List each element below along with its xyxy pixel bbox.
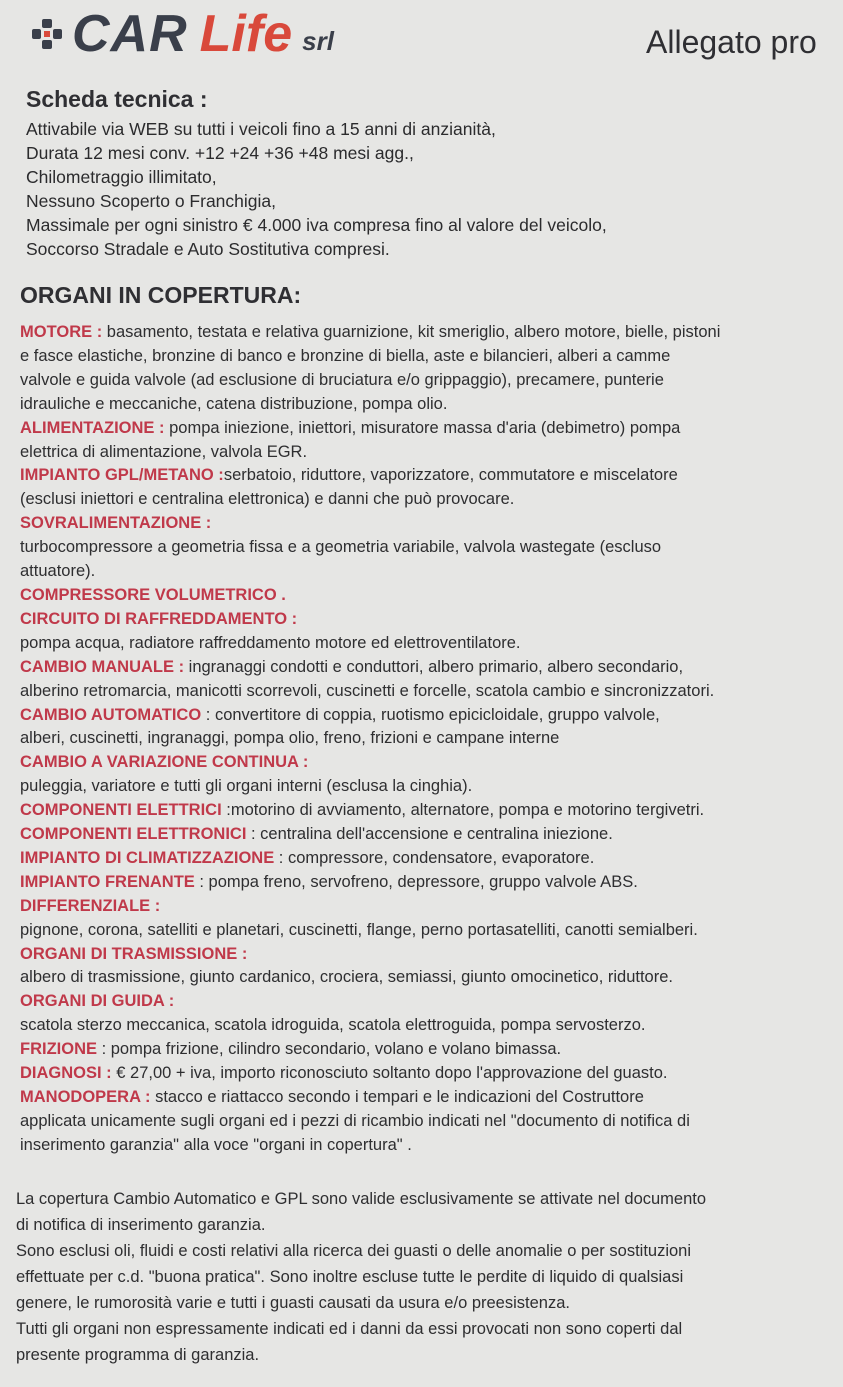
coverage-line (20, 584, 830, 608)
coverage-section (20, 282, 830, 1158)
coverage-line (20, 1062, 830, 1086)
coverage-item-text: applicata unicamente sugli organi ed i pezzi di ricambio indicati nel "documento di notifica di (20, 1111, 690, 1130)
technical-sheet-title: Scheda tecnica : (26, 86, 208, 112)
allegato-label: Allegato pro (646, 24, 817, 60)
coverage-item-title: ORGANI DI TRASMISSIONE : (20, 944, 248, 963)
coverage-item-text: elettrica di alimentazione, valvola EGR. (20, 442, 308, 461)
logo-life-text: Life (199, 5, 293, 63)
coverage-item-text: alberino retromarcia, manicotti scorrevoli, cuscinetti e forcelle, scatola cambio e sincronizzatori. (20, 681, 715, 700)
coverage-item-title: MOTORE : (20, 323, 103, 341)
spec-line: Durata 12 mesi conv. +12 +24 +36 +48 mesi agg., (26, 143, 414, 163)
spec-line: Massimale per ogni sinistro € 4.000 iva compresa fino al valore del veicolo, (26, 215, 607, 235)
coverage-line (20, 608, 830, 632)
coverage-line (20, 775, 830, 799)
coverage-line (20, 345, 830, 369)
coverage-item-title: FRIZIONE (20, 1040, 97, 1059)
coverage-item-text: scatola sterzo meccanica, scatola idroguida, scatola elettroguida, pompa servosterzo. (20, 1016, 646, 1035)
coverage-item-text: :motorino di avviamento, alternatore, pompa e motorino tergivetri. (221, 801, 705, 820)
coverage-line (20, 656, 830, 680)
coverage-line (20, 536, 830, 560)
coverage-item-text: idrauliche e meccaniche, catena distribuzione, pompa olio. (20, 394, 448, 413)
logo-cross-icon (30, 17, 64, 51)
coverage-line (20, 1134, 830, 1158)
coverage-item-title: COMPONENTI ELETTRONICI (20, 825, 247, 844)
coverage-line (20, 369, 830, 393)
coverage-item-text: albero di trasmissione, giunto cardanico, crociera, semiassi, giunto omocinetico, riduttore. (20, 968, 673, 987)
notes-section (16, 1186, 831, 1368)
coverage-item-text: pignone, corona, satelliti e planetari, cuscinetti, flange, perno portasatelliti, canotti semialberi. (20, 920, 698, 939)
coverage-item-text: ingranaggi condotti e conduttori, albero primario, albero secondario, (184, 657, 684, 676)
coverage-item-title: SOVRALIMENTAZIONE : (20, 514, 212, 533)
coverage-line (20, 1110, 830, 1134)
coverage-item-text: puleggia, variatore e tutti gli organi interni (esclusa la cinghia). (20, 777, 473, 796)
coverage-line (20, 871, 830, 895)
coverage-line (20, 321, 830, 345)
note-line: presente programma di garanzia. (16, 1346, 260, 1364)
coverage-item-text: pompa iniezione, iniettori, misuratore massa d'aria (debimetro) pompa (164, 418, 681, 437)
coverage-item-text: : pompa frizione, cilindro secondario, volano e volano bimassa. (97, 1040, 562, 1059)
coverage-line (20, 417, 830, 441)
coverage-line (20, 488, 830, 512)
coverage-line (20, 990, 830, 1014)
coverage-line (20, 464, 830, 488)
coverage-item-title: CIRCUITO DI RAFFREDDAMENTO : (20, 609, 298, 628)
coverage-item-text: : pompa freno, servofreno, depressore, gruppo valvole ABS. (194, 872, 638, 891)
coverage-line (20, 1038, 830, 1062)
logo-car-text: CAR (72, 5, 188, 63)
coverage-item-text: € 27,00 + iva, importo riconosciuto soltanto dopo l'approvazione del guasto. (111, 1064, 668, 1083)
coverage-item-title: COMPONENTI ELETTRICI (20, 801, 222, 820)
coverage-item-text: alberi, cuscinetti, ingranaggi, pompa olio, freno, frizioni e campane interne (20, 729, 560, 748)
car-life-logo (30, 4, 334, 64)
coverage-item-text: attuatore). (20, 562, 96, 581)
coverage-item-text: : centralina dell'accensione e centralina iniezione. (246, 825, 613, 844)
spec-line: Chilometraggio illimitato, (26, 167, 217, 187)
coverage-line (20, 1086, 830, 1110)
coverage-line (20, 966, 830, 990)
coverage-list (20, 321, 830, 1158)
coverage-item-text: basamento, testata e relativa guarnizione, kit smeriglio, albero motore, bielle, pistoni (102, 323, 721, 341)
coverage-line (20, 895, 830, 919)
spec-line: Attivabile via WEB su tutti i veicoli fino a 15 anni di anzianità, (26, 119, 496, 139)
coverage-item-title: MANODOPERA : (20, 1088, 151, 1106)
coverage-item-text: valvole e guida valvole (ad esclusione di bruciatura e/o grippaggio), precamere, punterie (20, 370, 664, 389)
coverage-item-text: (esclusi iniettori e centralina elettronica) e danni che può provocare. (20, 490, 515, 509)
coverage-line (20, 704, 830, 728)
coverage-line (20, 512, 830, 536)
coverage-line (20, 560, 830, 584)
coverage-line (20, 441, 830, 465)
coverage-item-title: DIFFERENZIALE : (20, 896, 161, 915)
coverage-item-text: : convertitore di coppia, ruotismo epicicloidale, gruppo valvole, (201, 705, 660, 724)
coverage-line (20, 847, 830, 871)
note-line: genere, le rumorosità varie e tutti i guasti causati da usura e/o preesistenza. (16, 1294, 570, 1312)
coverage-item-title: COMPRESSORE VOLUMETRICO . (20, 585, 286, 604)
note-line: Sono esclusi oli, fluidi e costi relativi alla ricerca dei guasti o delle anomalie o per sostituzioni (16, 1242, 692, 1260)
coverage-item-text: turbocompressore a geometria fissa e a geometria variabile, valvola wastegate (escluso (20, 538, 662, 557)
note-line: Tutti gli organi non espressamente indicati ed i danni da essi provocati non sono coperti dal (16, 1320, 683, 1338)
coverage-line (20, 393, 830, 417)
coverage-item-title: CAMBIO A VARIAZIONE CONTINUA : (20, 753, 309, 772)
coverage-line (20, 919, 830, 943)
note-line: di notifica di inserimento garanzia. (16, 1216, 266, 1234)
spec-line: Soccorso Stradale e Auto Sostitutiva compresi. (26, 239, 390, 259)
coverage-line (20, 823, 830, 847)
coverage-item-title: IMPIANTO DI CLIMATIZZAZIONE (20, 848, 275, 867)
coverage-item-text: pompa acqua, radiatore raffreddamento motore ed elettroventilatore. (20, 633, 521, 652)
coverage-line (20, 943, 830, 967)
coverage-line (20, 680, 830, 704)
coverage-item-title: CAMBIO MANUALE : (20, 657, 185, 676)
coverage-item-title: ORGANI DI GUIDA : (20, 992, 175, 1011)
coverage-item-text: stacco e riattacco secondo i tempari e le indicazioni del Costruttore (150, 1088, 644, 1106)
spec-line: Nessuno Scoperto o Franchigia, (26, 191, 276, 211)
technical-sheet (26, 86, 826, 261)
coverage-item-text: serbatoio, riduttore, vaporizzatore, commutatore e miscelatore (223, 466, 678, 485)
note-line: La copertura Cambio Automatico e GPL sono valide esclusivamente se attivate nel documento (16, 1190, 707, 1208)
coverage-line (20, 632, 830, 656)
coverage-item-title: CAMBIO AUTOMATICO (20, 705, 202, 724)
coverage-item-title: IMPIANTO GPL/METANO : (20, 466, 224, 485)
coverage-item-text: inserimento garanzia" alla voce "organi in copertura" . (20, 1135, 412, 1154)
coverage-title: ORGANI IN COPERTURA: (20, 282, 302, 308)
coverage-item-text: : compressore, condensatore, evaporatore. (274, 848, 595, 867)
logo-srl-text: srl (302, 25, 334, 56)
coverage-line (20, 799, 830, 823)
coverage-item-title: DIAGNOSI : (20, 1064, 112, 1083)
coverage-item-title: IMPIANTO FRENANTE (20, 872, 195, 891)
coverage-line (20, 727, 830, 751)
document-header (0, 0, 843, 80)
coverage-item-text: e fasce elastiche, bronzine di banco e bronzine di biella, aste e bilancieri, alberi a camme (20, 346, 671, 365)
coverage-line (20, 1014, 830, 1038)
note-line: effettuate per c.d. "buona pratica". Sono inoltre escluse tutte le perdite di liquido di qualsiasi (16, 1268, 684, 1286)
coverage-item-title: ALIMENTAZIONE : (20, 418, 165, 437)
coverage-line (20, 751, 830, 775)
